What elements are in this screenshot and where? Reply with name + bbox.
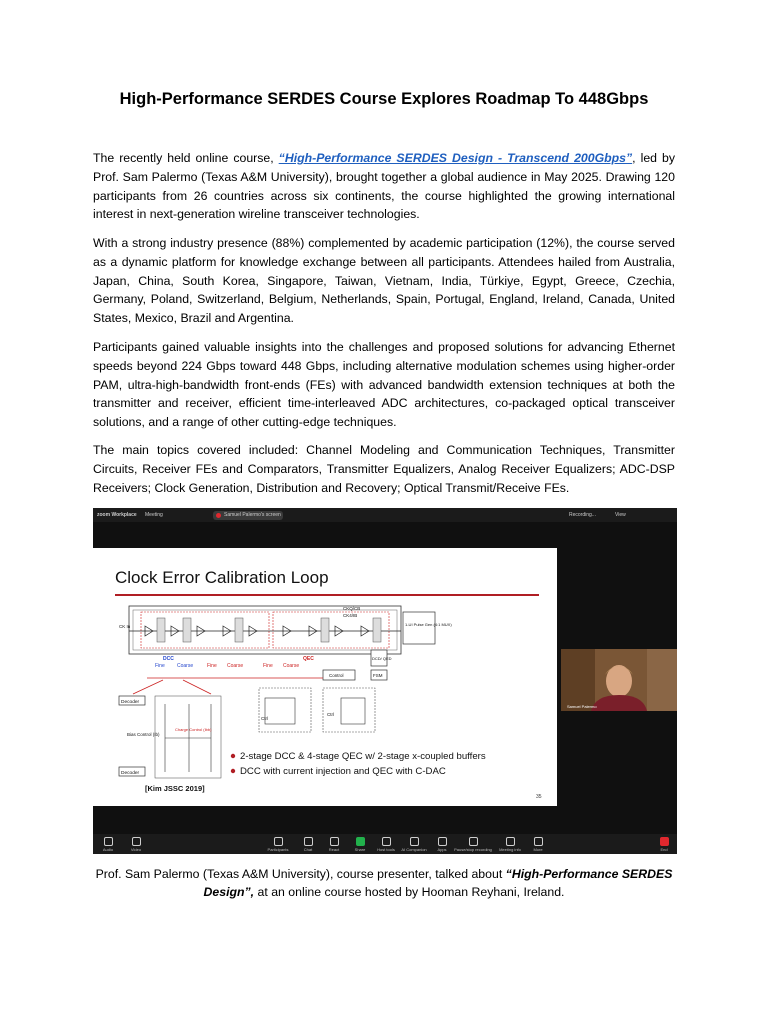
toolbar-chat-label: Chat bbox=[303, 847, 313, 852]
cap-bank-2 bbox=[183, 618, 191, 642]
label-ctrl-1: Ctrl bbox=[261, 716, 268, 721]
label-ctrl-2: Ctrl bbox=[327, 712, 334, 717]
toolbar-video-button[interactable] bbox=[121, 837, 151, 852]
caption-text-end: at an online course hosted by Hooman Reyhani, Ireland. bbox=[254, 885, 565, 899]
cap-bank-4 bbox=[321, 618, 329, 642]
label-dcc: DCC bbox=[163, 656, 174, 662]
label-fine-2: Fine bbox=[207, 663, 217, 669]
label-qec: QEC bbox=[303, 656, 314, 662]
toolbar-more-label: More bbox=[533, 847, 543, 852]
figure-caption bbox=[93, 865, 675, 901]
toolbar-recording-label: Pause/stop recording bbox=[454, 847, 492, 852]
toolbar-more-button[interactable] bbox=[523, 837, 553, 852]
label-pulse-gen: 1-UI Pulse Gen (4:1 MUX) bbox=[405, 622, 452, 627]
toolbar-participants-label: Participants bbox=[267, 847, 289, 852]
label-fsm: FSM bbox=[373, 673, 383, 678]
toolbar-host-tools-label: Host tools bbox=[377, 847, 395, 852]
participant-video-drawing bbox=[561, 649, 677, 711]
intro-text-end: , led by Prof. Sam Palermo (Texas A&M University), brought together a global audience in May 2025. Drawing 120 participants from 26 countries across six continents, the course highlighted the growing international interest in next-generation wireline transceiver technologies. bbox=[93, 151, 675, 222]
paragraph-participation: With a strong industry presence (88%) complemented by academic participation (12%), the course served as a dynamic platform for knowledge exchange between all participants. Attendees hailed from Australia, Japan, China, South Korea, Singapore, Taiwan, Vietnam, India, Türkiye, Egypt, Greece, Czechia, Germany, Poland, Switzerland, Belgium, Netherlands, Spain, Portugal, England, Ireland, Canada, United States, Mexico, Brazil and Argentina. bbox=[93, 236, 675, 326]
slide-title: Clock Error Calibration Loop bbox=[115, 568, 329, 587]
bullet-dot-1 bbox=[231, 754, 235, 758]
share-icon bbox=[216, 513, 221, 518]
cdac-inner-2 bbox=[341, 698, 365, 724]
arrow-decoder bbox=[133, 680, 163, 694]
label-control: Control bbox=[329, 673, 344, 678]
video-door bbox=[561, 649, 595, 711]
zoom-screenshot bbox=[93, 508, 677, 854]
slide-bullet-1: 2-stage DCC & 4-stage QEC w/ 2-stage x-coupled buffers bbox=[240, 751, 486, 762]
meeting-label: Meeting bbox=[145, 512, 163, 518]
share-screen-icon bbox=[356, 837, 365, 846]
label-ck-in: CK In bbox=[119, 624, 131, 629]
label-fine-3: Fine bbox=[263, 663, 273, 669]
chat-icon bbox=[304, 837, 313, 846]
slide-citation: [Kim JSSC 2019] bbox=[145, 784, 205, 793]
participants-icon bbox=[274, 837, 283, 846]
slide bbox=[93, 548, 557, 806]
pulse-gen-box bbox=[403, 612, 435, 644]
clock-path-box bbox=[129, 606, 401, 654]
toolbar-end-label: End bbox=[660, 847, 668, 852]
camera-icon bbox=[132, 837, 141, 846]
sparkle-icon bbox=[410, 837, 419, 846]
shield-icon bbox=[382, 837, 391, 846]
microphone-icon bbox=[104, 837, 113, 846]
slide-page-number: 35 bbox=[536, 794, 542, 800]
toolbar-end-button[interactable] bbox=[649, 837, 677, 852]
label-dcd: DCD/ QED bbox=[372, 656, 392, 661]
slide-bullet-2: DCC with current injection and QEC with C-DAC bbox=[240, 766, 446, 777]
label-coarse-1: Coarse bbox=[177, 663, 194, 669]
toolbar-host-tools-button[interactable] bbox=[371, 837, 401, 852]
participant-video[interactable] bbox=[561, 649, 677, 711]
recording-label[interactable]: Recording... bbox=[569, 512, 596, 518]
toolbar-meeting-info-button[interactable] bbox=[495, 837, 525, 852]
course-link[interactable]: “High-Performance SERDES Design - Transcend 200Gbps” bbox=[278, 151, 633, 165]
toolbar-react-label: React bbox=[328, 847, 340, 852]
zoom-app-name: zoom Workplace bbox=[97, 512, 137, 518]
toolbar-participants-button[interactable] bbox=[263, 837, 293, 852]
toolbar-audio-button[interactable] bbox=[93, 837, 123, 852]
caption-course-name: “High-Performance SERDES Design”, bbox=[203, 867, 673, 899]
arrow-circuit bbox=[183, 680, 211, 694]
label-charge: Charge Control (Ibb) bbox=[175, 727, 212, 732]
more-icon bbox=[534, 837, 543, 846]
toolbar-recording-button[interactable] bbox=[453, 837, 493, 852]
article-title: High-Performance SERDES Course Explores Roadmap To 448Gbps bbox=[119, 90, 649, 108]
label-decoder-top: Decoder bbox=[121, 700, 140, 705]
toolbar-meeting-info-label: Meeting info bbox=[499, 847, 521, 852]
toolbar-ai-companion-button[interactable] bbox=[399, 837, 429, 852]
bullet-dot-2 bbox=[231, 769, 235, 773]
intro-text-start: The recently held online course, bbox=[93, 151, 279, 165]
toolbar-ai-companion-label: AI Companion bbox=[401, 847, 427, 852]
video-wall bbox=[647, 649, 677, 711]
label-coarse-3: Coarse bbox=[283, 663, 300, 669]
qec-region bbox=[273, 612, 389, 648]
apps-icon bbox=[438, 837, 447, 846]
view-label[interactable]: View bbox=[615, 512, 626, 518]
zoom-top-bar bbox=[93, 508, 677, 522]
zoom-toolbar bbox=[93, 834, 677, 854]
react-icon bbox=[330, 837, 339, 846]
clock-path-inner bbox=[133, 610, 397, 650]
title-rule bbox=[115, 594, 539, 596]
cap-bank-5 bbox=[373, 618, 381, 642]
toolbar-share-label: Share bbox=[354, 847, 366, 852]
paragraph-topics: The main topics covered included: Channel Modeling and Communication Techniques, Transmitter Circuits, Receiver FEs and Comparators, Transmitter Equalizers, Analog Receiver Equalizers; ADC-DSP Receivers; Clock Generation, Distribution and Recovery; Optical Transmit/Receive FEs. bbox=[93, 443, 675, 495]
label-ck4ib: CK4/IB bbox=[343, 613, 358, 618]
label-ckqcb: CKQ/CB bbox=[343, 606, 361, 611]
end-call-icon bbox=[660, 837, 669, 846]
share-label: Samuel Palermo's screen bbox=[224, 512, 281, 518]
toolbar-video-label: Video bbox=[130, 847, 142, 852]
participant-name-label: Samuel Palermo bbox=[567, 704, 597, 709]
label-decoder-bottom: Decoder bbox=[121, 771, 140, 776]
slide-drawing bbox=[93, 548, 557, 806]
label-fine-1: Fine bbox=[155, 663, 165, 669]
info-icon bbox=[506, 837, 515, 846]
paragraph-intro bbox=[93, 149, 675, 224]
pause-icon bbox=[469, 837, 478, 846]
toolbar-apps-label: Apps bbox=[437, 847, 447, 852]
caption-text-start: Prof. Sam Palermo (Texas A&M University), course presenter, talked about bbox=[95, 867, 506, 881]
cap-bank-1 bbox=[157, 618, 165, 642]
label-coarse-2: Coarse bbox=[227, 663, 244, 669]
label-bias: Bias Control (Ib) bbox=[127, 732, 160, 737]
paragraph-insights: Participants gained valuable insights into the challenges and proposed solutions for advancing Ethernet speeds beyond 224 Gbps toward 448 Gbps, including alternative modulation schemes using higher-order PAM, ultra-high-bandwidth front-ends (FEs) with advanced bandwidth extension techniques at both the transmitter and receiver, efficient time-interleaved ADC architectures, co-packaged optical transceiver solutions, and a range of other cutting-edge techniques. bbox=[93, 340, 675, 430]
toolbar-audio-label: Audio bbox=[102, 847, 114, 852]
cdac-inner-1 bbox=[265, 698, 295, 724]
cap-bank-3 bbox=[235, 618, 243, 642]
